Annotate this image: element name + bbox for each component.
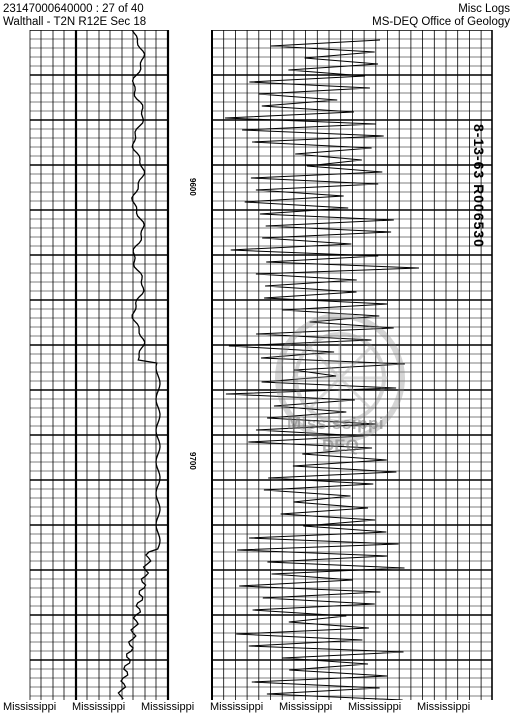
well-api-and-page: 23147000640000 : 27 of 40	[3, 3, 144, 15]
sp-curve	[118, 30, 160, 699]
document-header	[0, 0, 516, 30]
depth-label-9600: 9600	[188, 178, 197, 196]
footer-watermark-word: Mississippi	[279, 701, 333, 713]
watermark-mississippi: Mississippi	[287, 414, 385, 433]
well-location: Walthall - T2N R12E Sec 18	[3, 16, 147, 28]
footer-watermark-word: Mississippi	[3, 701, 57, 713]
footer-watermark-word: Mississippi	[72, 701, 126, 713]
footer-watermark-word: Mississippi	[348, 701, 402, 713]
footer-watermark-word: Mississippi	[417, 701, 471, 713]
footer-watermark-word: Mississippi	[141, 701, 195, 713]
resistivity-curve	[225, 40, 419, 700]
watermark-deq: DEQ	[322, 436, 359, 455]
log-stamp: 8-13-63 R006530	[471, 124, 487, 248]
footer-watermark-strip	[0, 700, 516, 715]
depth-label-9700: 9700	[188, 452, 197, 470]
footer-watermark-word: Mississippi	[210, 701, 264, 713]
issuing-office: MS-DEQ Office of Geology	[372, 16, 510, 28]
document-category: Misc Logs	[458, 3, 510, 15]
well-log-scan	[0, 30, 516, 700]
